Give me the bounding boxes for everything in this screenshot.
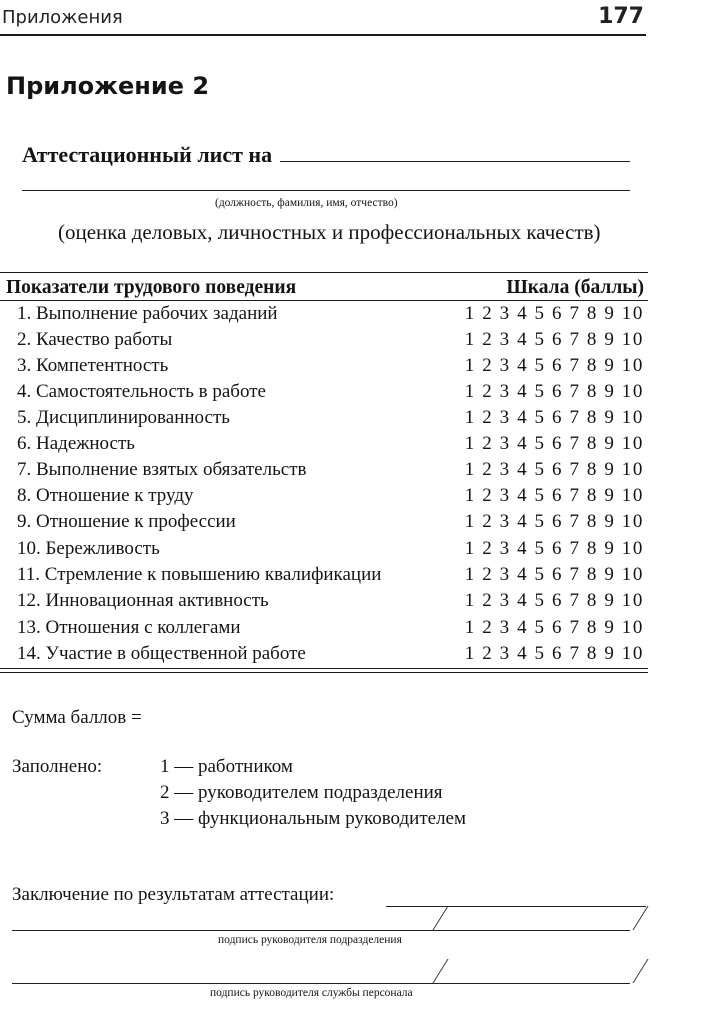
score-scale: 1 2 3 4 5 6 7 8 9 10 <box>464 643 644 664</box>
signature-separator <box>433 906 449 930</box>
conclusion-fill-line <box>386 906 646 907</box>
filled-option-employee: 1 — работником <box>160 756 293 777</box>
table-row <box>0 459 648 483</box>
table-row <box>0 433 648 457</box>
name-fill-line-1 <box>280 161 630 162</box>
score-scale: 1 2 3 4 5 6 7 8 9 10 <box>464 407 644 428</box>
indicator-label: 12. Инновационная активность <box>17 590 269 611</box>
indicator-label: 1. Выполнение рабочих заданий <box>17 303 278 324</box>
table-row <box>0 590 648 614</box>
score-scale: 1 2 3 4 5 6 7 8 9 10 <box>464 459 644 480</box>
sheet-title: Аттестационный лист на <box>22 142 273 167</box>
appendix-title: Приложение 2 <box>6 72 210 100</box>
indicator-label: 8. Отношение к труду <box>17 485 194 506</box>
score-scale: 1 2 3 4 5 6 7 8 9 10 <box>464 303 644 324</box>
score-scale: 1 2 3 4 5 6 7 8 9 10 <box>464 564 644 585</box>
filled-option-functional-head: 3 — функциональным руководителем <box>160 808 467 829</box>
table-top-rule <box>0 272 648 273</box>
dept-head-signature-caption: подпись руководителя подразделения <box>218 934 402 946</box>
indicator-label: 3. Компетентность <box>17 355 169 376</box>
table-row <box>0 617 648 641</box>
score-scale: 1 2 3 4 5 6 7 8 9 10 <box>464 381 644 402</box>
filled-option-dept-head: 2 — руководителем подразделения <box>160 782 443 803</box>
table-row <box>0 538 648 562</box>
position-caption: (должность, фамилия, имя, отчество) <box>215 197 398 209</box>
indicator-label: 7. Выполнение взятых обязательств <box>17 459 307 480</box>
table-row <box>0 643 648 667</box>
score-scale: 1 2 3 4 5 6 7 8 9 10 <box>464 485 644 506</box>
score-scale: 1 2 3 4 5 6 7 8 9 10 <box>464 433 644 454</box>
sheet-subtitle: (оценка деловых, личностных и профессиональных качеств) <box>58 220 601 244</box>
score-scale: 1 2 3 4 5 6 7 8 9 10 <box>464 329 644 350</box>
table-row <box>0 564 648 588</box>
score-scale: 1 2 3 4 5 6 7 8 9 10 <box>464 617 644 638</box>
table-row <box>0 303 648 327</box>
table-bottom-rule-1 <box>0 668 648 669</box>
name-fill-line-2 <box>22 190 630 191</box>
scale-column-header: Шкала (баллы) <box>506 277 644 298</box>
indicator-label: 6. Надежность <box>17 433 135 454</box>
score-scale: 1 2 3 4 5 6 7 8 9 10 <box>464 538 644 559</box>
table-row <box>0 355 648 379</box>
table-row <box>0 329 648 353</box>
dept-head-signature-line <box>12 930 630 931</box>
header-rule <box>0 34 646 36</box>
running-head: Приложения <box>2 7 123 28</box>
table-header-rule <box>0 300 648 301</box>
indicator-label: 9. Отношение к профессии <box>17 511 236 532</box>
indicators-column-header: Показатели трудового поведения <box>6 277 297 298</box>
page-number: 177 <box>598 4 644 29</box>
hr-head-signature-line <box>12 983 630 984</box>
indicator-label: 10. Бережливость <box>17 538 160 559</box>
indicator-label: 11. Стремление к повышению квалификации <box>17 564 382 585</box>
table-bottom-rule-2 <box>0 672 648 673</box>
signature-separator <box>633 959 649 983</box>
indicator-label: 2. Качество работы <box>17 329 173 350</box>
filled-label: Заполнено: <box>12 756 103 777</box>
score-scale: 1 2 3 4 5 6 7 8 9 10 <box>464 355 644 376</box>
indicator-label: 13. Отношения с коллегами <box>17 617 241 638</box>
hr-head-signature-caption: подпись руководителя службы персонала <box>210 987 413 999</box>
table-row <box>0 381 648 405</box>
signature-separator <box>433 959 449 983</box>
conclusion-label: Заключение по результатам аттестации: <box>12 884 335 905</box>
indicator-label: 14. Участие в общественной работе <box>17 643 306 664</box>
table-row <box>0 511 648 535</box>
sum-label: Сумма баллов = <box>12 707 142 728</box>
signature-separator <box>633 906 649 930</box>
indicator-label: 5. Дисциплинированность <box>17 407 230 428</box>
score-scale: 1 2 3 4 5 6 7 8 9 10 <box>464 590 644 611</box>
table-row <box>0 485 648 509</box>
score-scale: 1 2 3 4 5 6 7 8 9 10 <box>464 511 644 532</box>
indicator-label: 4. Самостоятельность в работе <box>17 381 266 402</box>
table-row <box>0 407 648 431</box>
